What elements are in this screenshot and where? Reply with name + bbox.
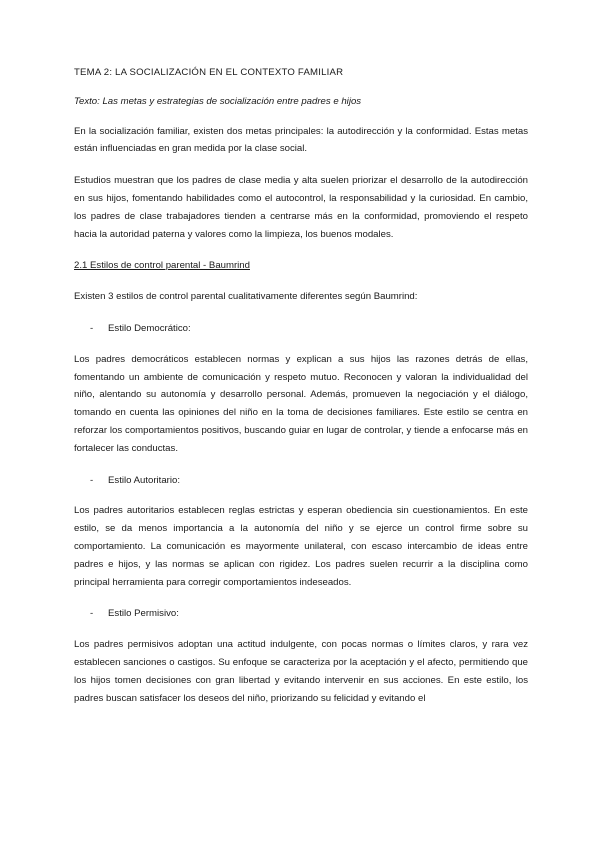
style-description-permisivo: Los padres permisivos adoptan una actitud indulgente, con pocas normas o límites claros, y rara vez establecen sanciones o castigos. Su enfoque se caracteriza por la aceptación y el afecto, permitiendo que los hijos tomen decisiones con gran libertad y evitando intervenir en sus acciones. En este estilo, los padres buscan satisfacer los deseos del niño, priorizando su felicidad y evitando el — [74, 639, 528, 704]
bullet-permisivo — [90, 605, 528, 623]
style-description-autoritario: Los padres autoritarios establecen reglas estrictas y esperan obediencia sin cuestionamientos. En este estilo, se da menos importancia a la autonomía del niño y se ejerce un control firme sobre su comportamiento. La comunicación es mayormente unilateral, con escaso intercambio de ideas entre padres e hijos, y las normas se aplican con rigidez. Los padres suelen recurrir a la disciplina como principal herramienta para corregir comportamientos indeseados. — [74, 505, 528, 588]
style-label-democratico: Estilo Democrático: — [108, 322, 191, 334]
bullet-marker: - — [90, 608, 94, 620]
style-label-permisivo: Estilo Permisivo: — [108, 608, 179, 620]
bullet-marker: - — [90, 322, 94, 334]
style-description-democratico: Los padres democráticos establecen normas y explican a sus hijos las razones detrás de ellas, fomentando un ambiente de comunicación y respeto mutuo. Reconocen y valoran la individualidad del niño, alentando su autonomía y desarrollo personal. Además, promueven la negociación y el diálogo, tomando en cuenta las opiniones del niño en la toma de decisiones familiares. Este estilo se centra en reforzar los comportamientos positivos, buscando guiar en lugar de controlar, y tiende a enfocarse más en fortalecer las conductas. — [74, 353, 528, 454]
section-heading: 2.1 Estilos de control parental - Baumrind — [74, 260, 250, 272]
style-label-autoritario: Estilo Autoritario: — [108, 474, 180, 486]
document-title: TEMA 2: LA SOCIALIZACIÓN EN EL CONTEXTO FAMILIAR — [74, 67, 344, 78]
section-intro: Existen 3 estilos de control parental cualitativamente diferentes según Baumrind: — [74, 291, 418, 303]
intro-paragraph: En la socialización familiar, existen dos metas principales: la autodirección y la conformidad. Estas metas están influenciadas en gran medida por la clase social. — [74, 125, 528, 155]
bullet-autoritario — [90, 472, 528, 490]
studies-paragraph: Estudios muestran que los padres de clase media y alta suelen priorizar el desarrollo de la autodirección en sus hijos, fomentando habilidades como el autocontrol, la responsabilidad y la curiosidad. En cambio, los padres de clase trabajadores tienden a centrarse más en la conformidad, promoviendo el respeto hacia la autoridad paterna y valores como la limpieza, los buenos modales. — [74, 175, 528, 240]
document-page — [74, 64, 528, 707]
document-subtitle: Texto: Las metas y estrategias de socialización entre padres e hijos — [74, 95, 362, 107]
bullet-democratico — [90, 320, 528, 338]
bullet-marker: - — [90, 474, 94, 486]
